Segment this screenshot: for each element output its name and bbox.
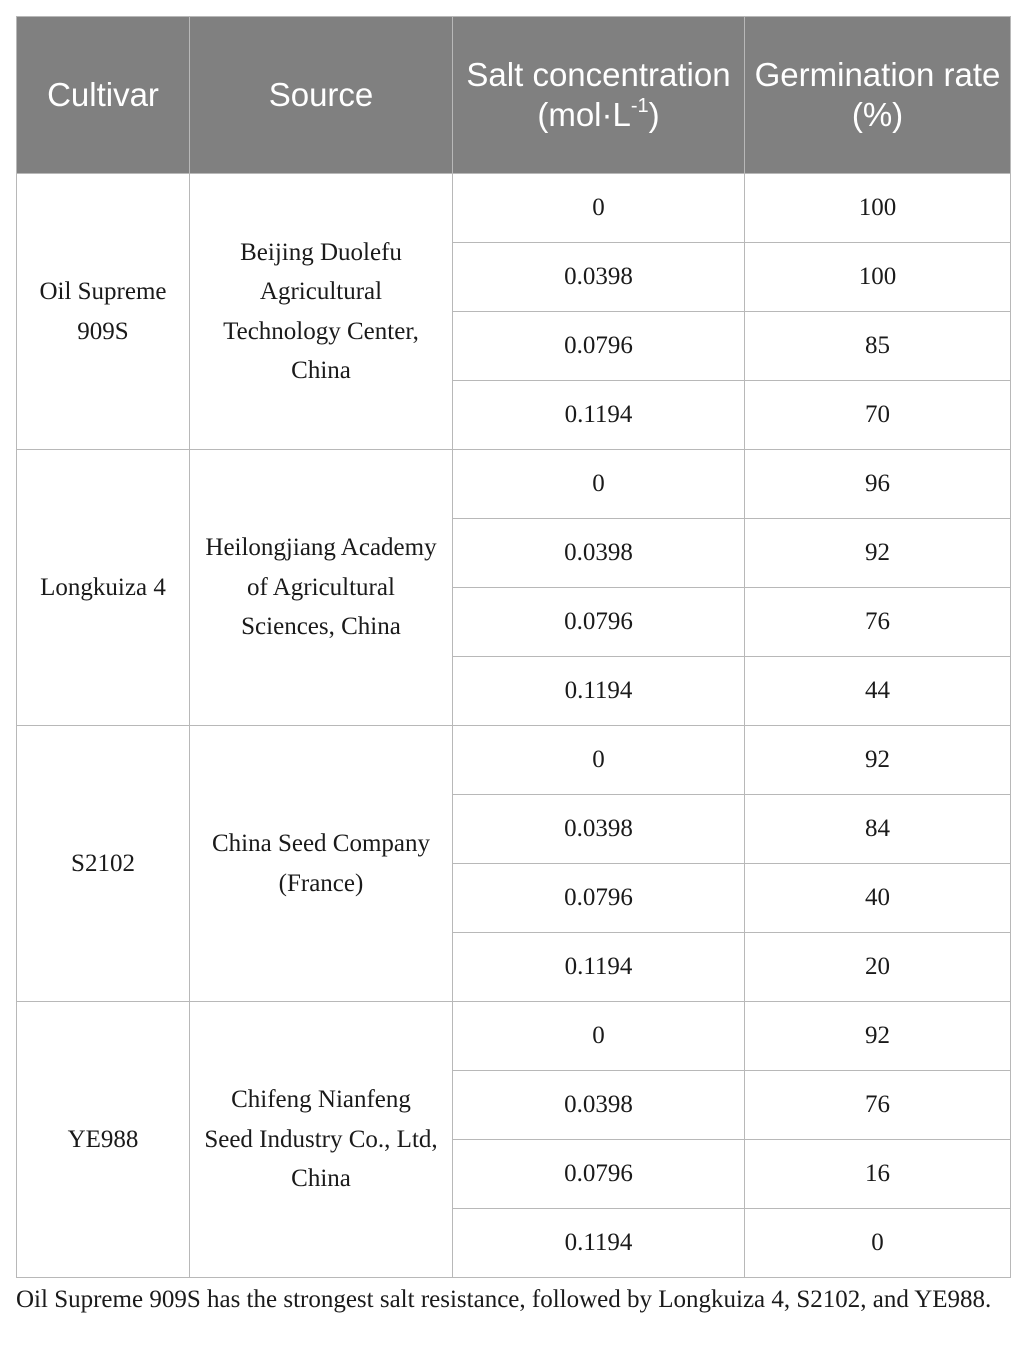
salt-concentration-cell: 0.0796 bbox=[453, 312, 745, 381]
germination-rate-cell: 84 bbox=[745, 795, 1011, 864]
salt-concentration-cell: 0.0398 bbox=[453, 519, 745, 588]
salt-concentration-cell: 0 bbox=[453, 174, 745, 243]
source-cell: Beijing Duolefu Agricultural Technology Center, China bbox=[190, 174, 453, 450]
salt-concentration-cell: 0.0796 bbox=[453, 588, 745, 657]
germination-rate-cell: 92 bbox=[745, 1002, 1011, 1071]
germination-rate-cell: 20 bbox=[745, 933, 1011, 1002]
cultivar-cell: YE988 bbox=[17, 1002, 190, 1278]
table-footnote: Oil Supreme 909S has the strongest salt resistance, followed by Longkuiza 4, S2102, and YE988. bbox=[16, 1286, 992, 1313]
salt-concentration-cell: 0.1194 bbox=[453, 381, 745, 450]
cultivar-cell: Longkuiza 4 bbox=[17, 450, 190, 726]
table-row bbox=[17, 450, 1011, 519]
germination-rate-cell: 96 bbox=[745, 450, 1011, 519]
column-header-source: Source bbox=[190, 17, 453, 174]
table-header-row bbox=[17, 17, 1011, 174]
source-cell: Chifeng Nianfeng Seed Industry Co., Ltd, China bbox=[190, 1002, 453, 1278]
germination-rate-cell: 44 bbox=[745, 657, 1011, 726]
cultivar-cell: Oil Supreme 909S bbox=[17, 174, 190, 450]
salt-concentration-cell: 0.0796 bbox=[453, 1140, 745, 1209]
salt-header-close: ) bbox=[648, 96, 660, 133]
salt-concentration-cell: 0 bbox=[453, 726, 745, 795]
salt-concentration-cell: 0.1194 bbox=[453, 657, 745, 726]
germination-rate-cell: 0 bbox=[745, 1209, 1011, 1278]
salt-concentration-cell: 0 bbox=[453, 1002, 745, 1071]
germination-rate-cell: 16 bbox=[745, 1140, 1011, 1209]
germination-table bbox=[16, 16, 1011, 1278]
germination-rate-cell: 85 bbox=[745, 312, 1011, 381]
germination-rate-cell: 40 bbox=[745, 864, 1011, 933]
salt-concentration-cell: 0.1194 bbox=[453, 933, 745, 1002]
germination-rate-cell: 92 bbox=[745, 726, 1011, 795]
salt-concentration-cell: 0.0398 bbox=[453, 243, 745, 312]
salt-concentration-cell: 0.1194 bbox=[453, 1209, 745, 1278]
column-header-salt-concentration bbox=[453, 17, 745, 174]
table-row bbox=[17, 726, 1011, 795]
source-cell: China Seed Company (France) bbox=[190, 726, 453, 1002]
salt-concentration-cell: 0.0398 bbox=[453, 1071, 745, 1140]
source-cell: Heilongjiang Academy of Agricultural Sciences, China bbox=[190, 450, 453, 726]
germination-rate-cell: 76 bbox=[745, 588, 1011, 657]
salt-concentration-cell: 0 bbox=[453, 450, 745, 519]
table-row bbox=[17, 1002, 1011, 1071]
salt-header-text: Salt concentration (mol·L bbox=[466, 56, 731, 133]
germination-rate-cell: 70 bbox=[745, 381, 1011, 450]
germination-table-container bbox=[16, 16, 1010, 1278]
cultivar-cell: S2102 bbox=[17, 726, 190, 1002]
column-header-cultivar: Cultivar bbox=[17, 17, 190, 174]
salt-concentration-cell: 0.0796 bbox=[453, 864, 745, 933]
germination-rate-cell: 100 bbox=[745, 174, 1011, 243]
germination-rate-cell: 92 bbox=[745, 519, 1011, 588]
salt-concentration-cell: 0.0398 bbox=[453, 795, 745, 864]
germination-rate-cell: 100 bbox=[745, 243, 1011, 312]
table-row bbox=[17, 174, 1011, 243]
column-header-germination-rate: Germination rate (%) bbox=[745, 17, 1011, 174]
salt-header-superscript: -1 bbox=[630, 95, 649, 117]
germination-rate-cell: 76 bbox=[745, 1071, 1011, 1140]
